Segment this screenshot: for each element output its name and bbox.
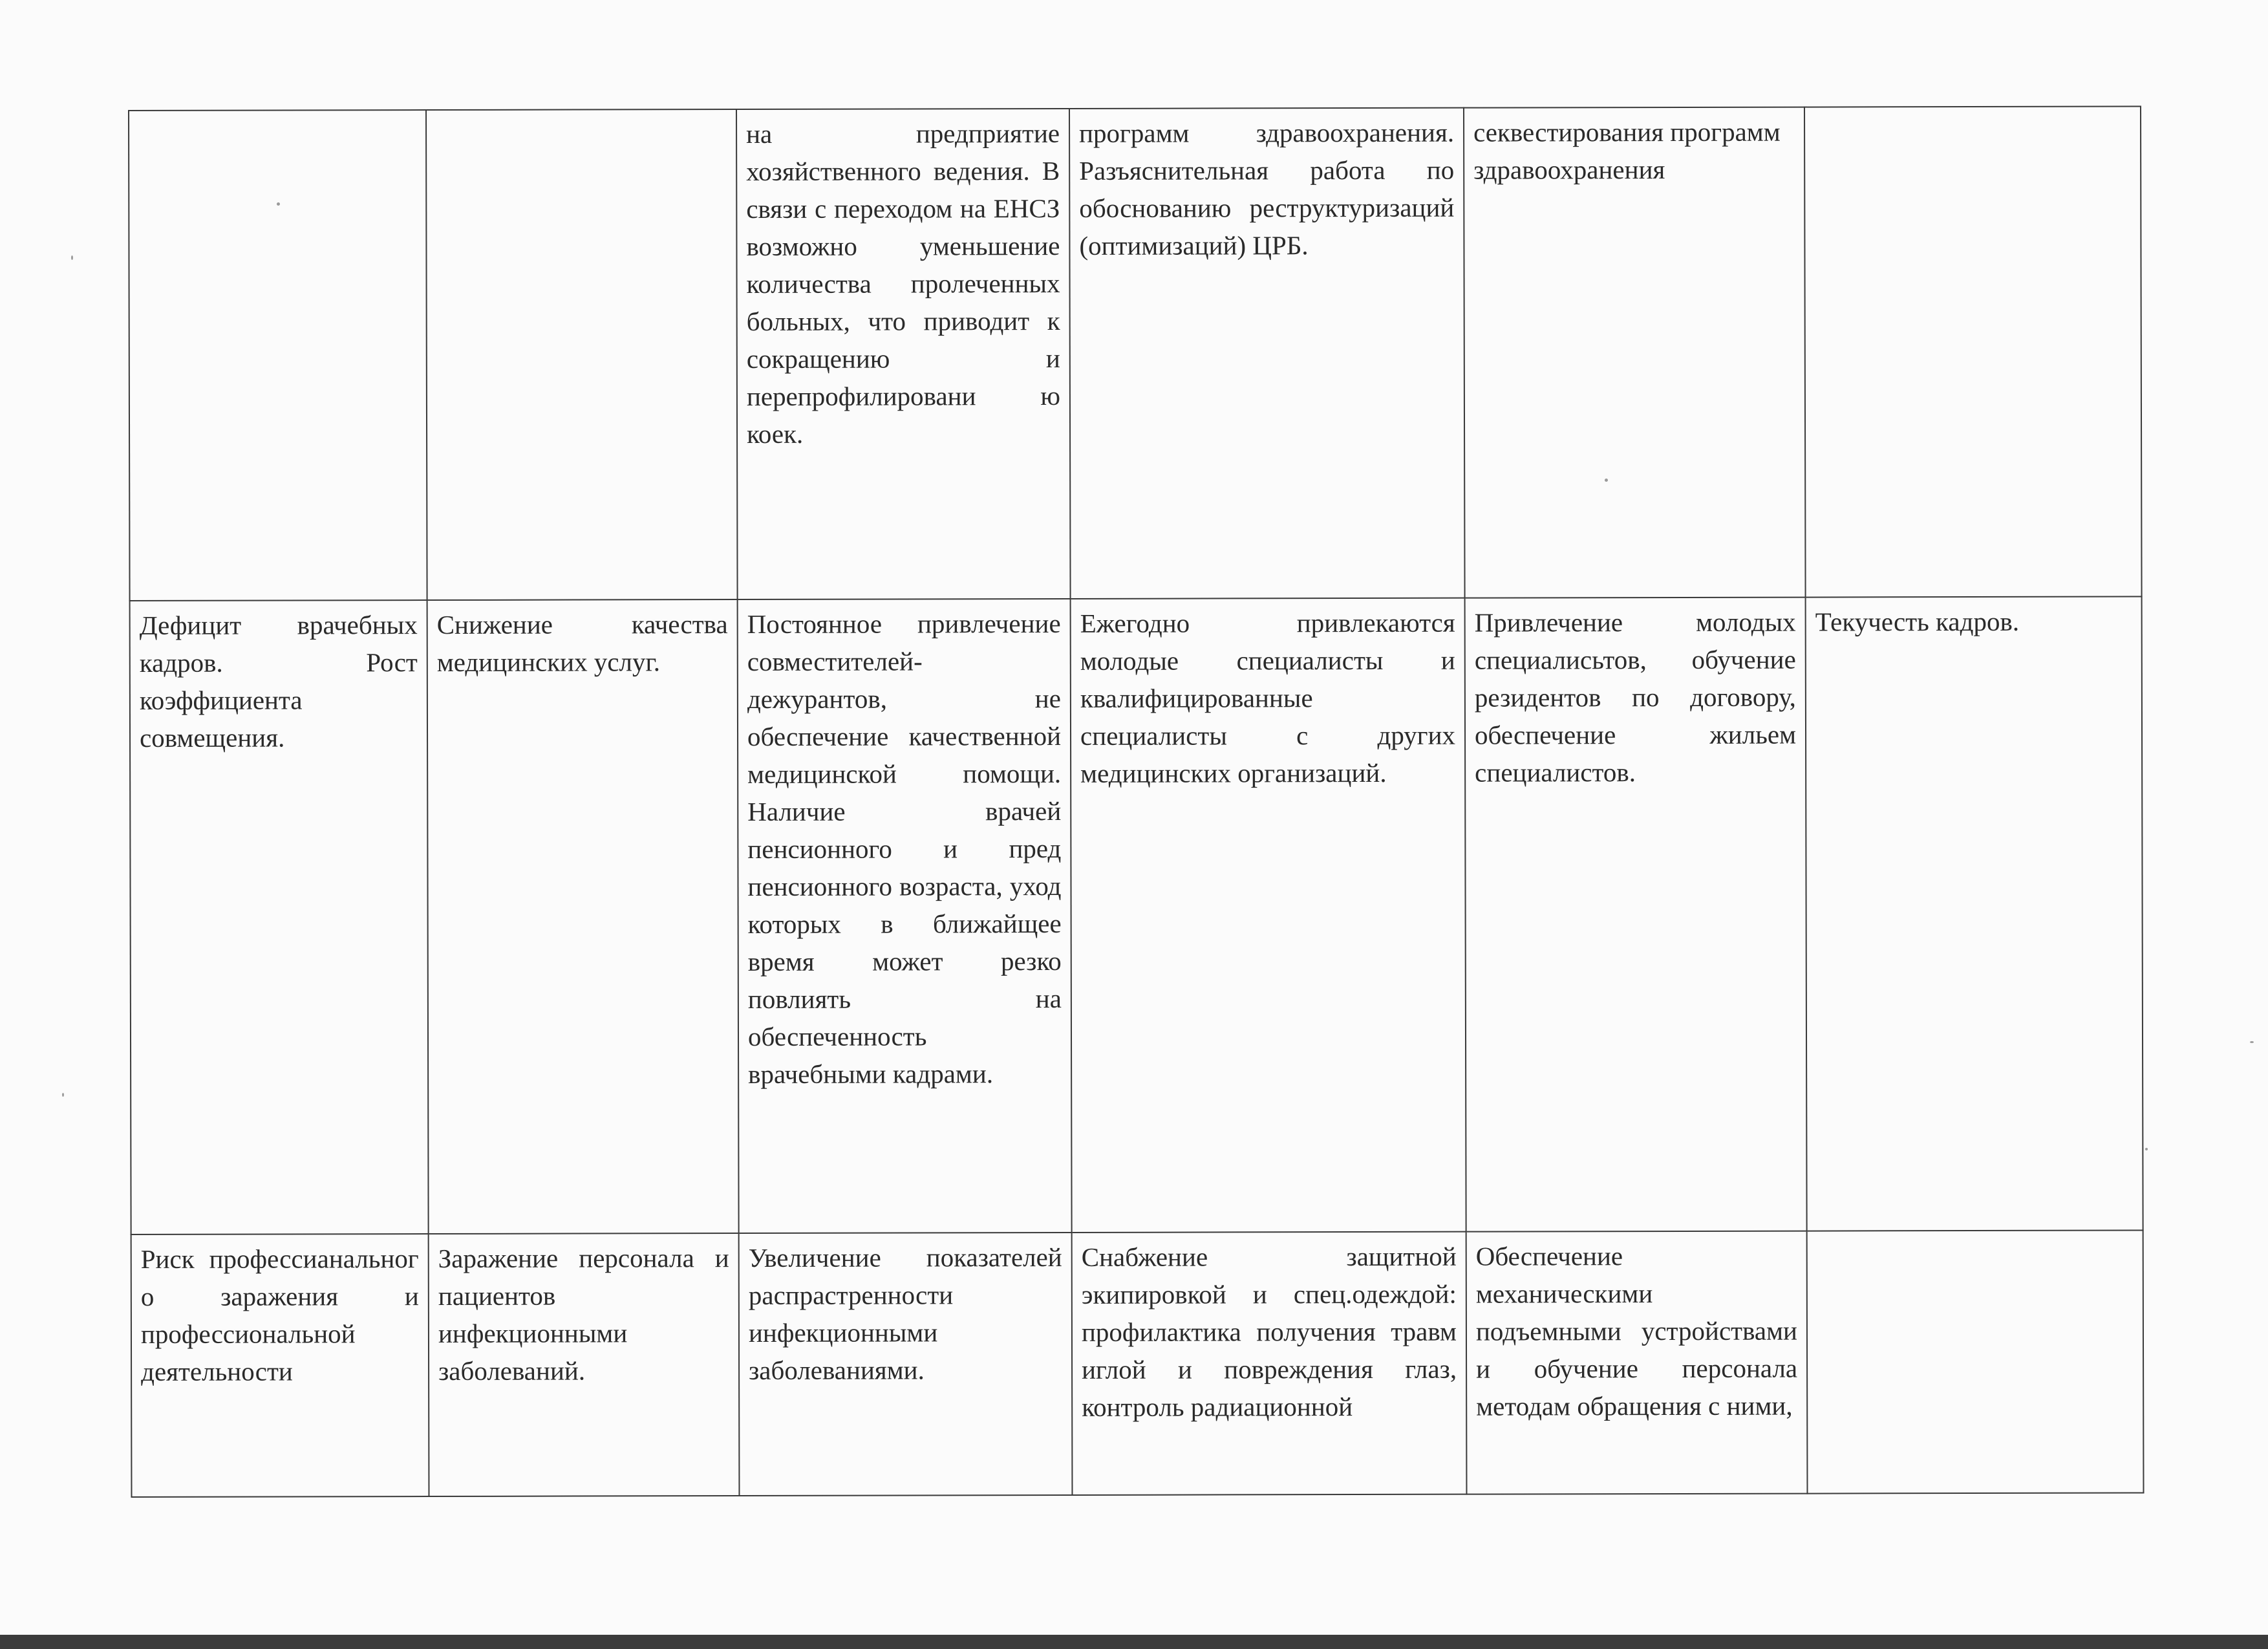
table-cell (130, 600, 429, 1234)
cell-text: Дефицит врачебных кадров. Рост коэффициента совмещения. (139, 610, 418, 753)
table-cell (1466, 1231, 1808, 1494)
table-cell (736, 109, 1071, 599)
scan-speck (71, 255, 73, 260)
cell-text: программ здравоохранения. Разъяснительная работа по обоснованию реструктуризаций (оптимизаций) ЦРБ. (1079, 117, 1455, 261)
table-cell (1069, 108, 1465, 599)
cell-text: Увеличение показателей распрастренности инфекционными заболеваниями. (748, 1242, 1062, 1385)
table-cell (427, 599, 739, 1234)
cell-text: Текучесть кадров. (1815, 606, 2020, 637)
table-cell (1465, 598, 1807, 1232)
table-cell (129, 110, 427, 601)
table-cell (429, 1233, 740, 1496)
cell-text: Ежегодно привлекаются молодые специалисты и квалифицированные специалисты с других медицинских организаций. (1080, 607, 1456, 788)
table-cell (1807, 1230, 2144, 1493)
cell-text: Постоянное привлечение совместителей-дежурантов, не обеспечение качественной медицинской помощи. Наличие врачей пенсионного и пред пенсионного возраста, уход которых в ближайщее время может резко повлиять на обеспеченность врачебными кадрами. (747, 608, 1062, 1089)
table-cell (739, 1233, 1073, 1496)
cell-text: Обеспечение механическими подъемными устройствами и обучение персонала методам обращения с ними, (1475, 1241, 1798, 1421)
cell-text: Снабжение защитной экипировкой и спец.одеждой: профилактика получения травм иглой и повреждения глаз, контроль радиационной (1081, 1241, 1457, 1422)
cell-text (1817, 1236, 2134, 1237)
table-cell (738, 599, 1072, 1233)
cell-text: Заражение персонала и пациентов инфекционными заболеваний. (438, 1243, 729, 1386)
cell-text: Привлечение молодых специалисьтов, обучение резидентов по договору, обеспечение жильем специалистов. (1474, 607, 1797, 788)
table-cell (1804, 106, 2142, 597)
scan-speck (62, 1093, 64, 1097)
table-cell (426, 109, 738, 600)
table-cell (1806, 596, 2143, 1231)
cell-text: секвестирования программ здравоохранения (1473, 116, 1781, 185)
cell-text (436, 115, 727, 116)
risk-table (128, 105, 2144, 1498)
table-cell (1072, 1232, 1467, 1495)
cell-text: Риск профессианальног о заражения и профессиональной деятельности (140, 1244, 419, 1386)
scanner-edge-bar (0, 1635, 2268, 1649)
table-cell (1071, 598, 1466, 1233)
table-row (131, 1230, 2144, 1497)
scan-speck (277, 202, 280, 206)
table-cell (131, 1234, 429, 1497)
table-cell (1464, 107, 1806, 598)
cell-text: на предприятие хозяйственного ведения. В связи с переходом на ЕНСЗ возможно уменьшение количества пролеченных больных, что приводит к сокращению и перепрофилировани ю коек. (746, 118, 1060, 449)
scan-speck (2250, 1041, 2254, 1043)
scan-speck (1605, 479, 1608, 482)
cell-text: Снижение качества медицинских услуг. (436, 609, 728, 678)
table-row (130, 596, 2143, 1234)
table-row (129, 106, 2142, 601)
scan-speck (2145, 1148, 2148, 1150)
